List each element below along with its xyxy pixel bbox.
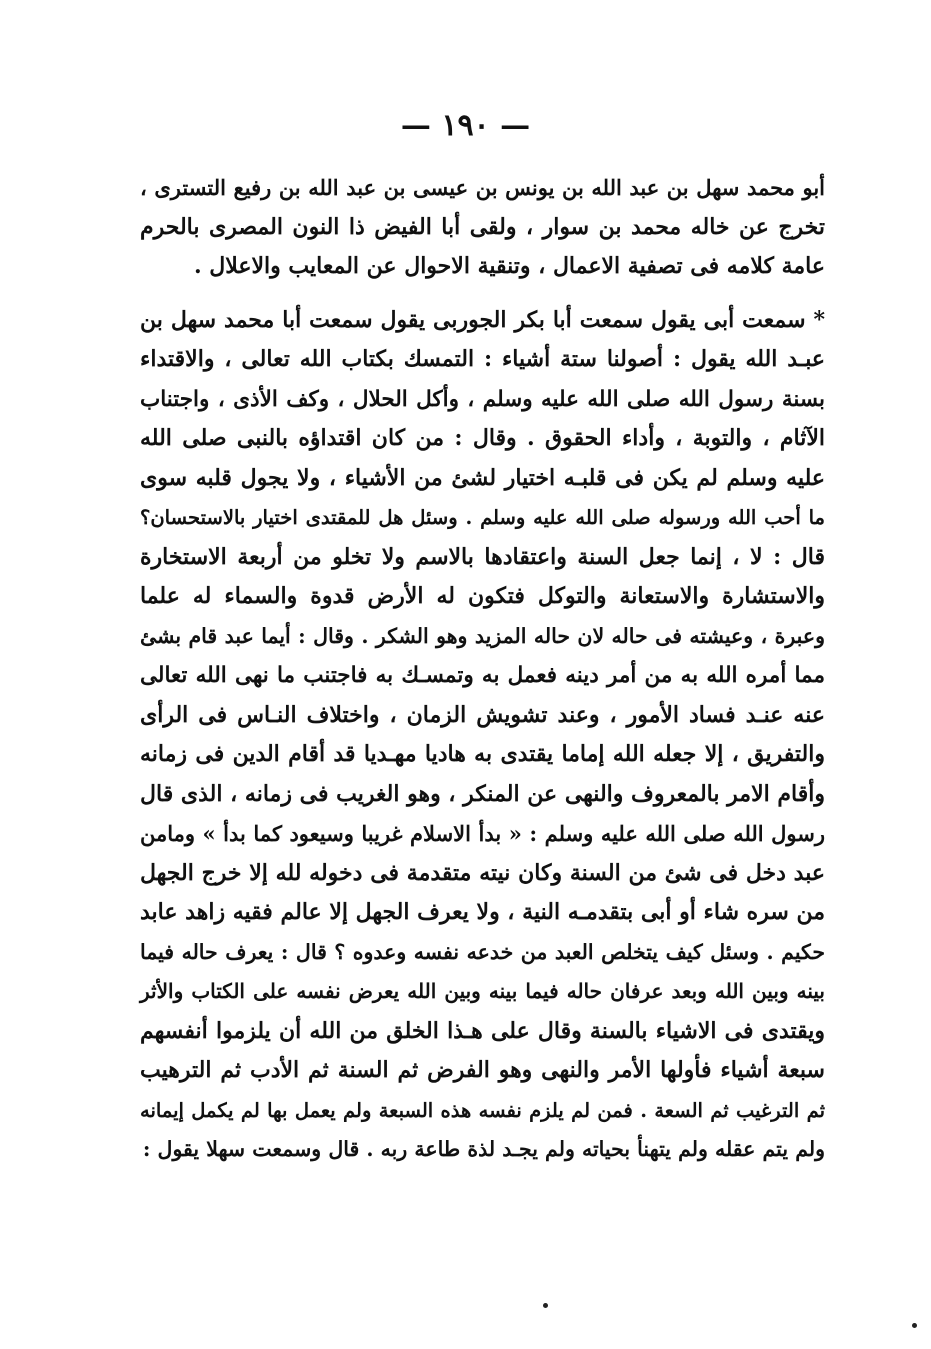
text-line: بسنة رسول الله صلى الله عليه وسلم ، وأكل الحلال ، وكف الأذى ، واجتناب xyxy=(140,386,825,412)
text-line: وعبرة ، وعيشته فى حاله لان حاله المزيد وهو الشكر . وقال : أيما عبد قام بشئ xyxy=(140,623,825,648)
text-line: الآثام ، والتوبة ، وأداء الحقوق . وقال : من كان اقتداؤه بالنبى صلى الله xyxy=(140,425,825,451)
text-line: والاستشارة والاستعانة والتوكل فتكون له الأرض قدوة والسماء له علما xyxy=(140,583,825,609)
text-line: تخرج عن خاله محمد بن سوار ، ولقى أبا الفيض ذا النون المصرى بالحرم xyxy=(140,213,825,240)
text-line: ولم يتم عقله ولم يتهنأ بحياته ولم يجـد لذة طاعة ربه . قال وسمعت سهلا يقول : xyxy=(142,1137,825,1161)
text-line: عنه عنـد فساد الأمور ، وعند تشويش الزمان ، واختلاف النـاس فى الرأى xyxy=(140,701,825,728)
text-line: * سمعت أبى يقول سمعت أبا بكر الجوربى يقول سمعت أبا محمد سهل بن xyxy=(140,306,825,333)
page-number: — ١٩٠ — xyxy=(400,108,531,143)
page-body-text xyxy=(140,168,825,1170)
text-line: ويقتدى فى الاشياء بالسنة وقال على هـذا الخلق من الله أن يلزموا أنفسهم xyxy=(140,1017,825,1044)
text-line: عبـد الله يقول : أصولنا ستة أشياء : التمسك بكتاب الله تعالى ، والاقتداء xyxy=(140,346,825,372)
print-speck xyxy=(543,1303,548,1308)
text-line: مما أمره الله به من أمر دينه فعمل به وتمسـك به فاجتنب ما نهى الله تعالى xyxy=(140,663,825,688)
print-speck xyxy=(912,1323,917,1328)
text-line: حكيم . وسئل كيف يتخلص العبد من خدعه نفسه وعدوه ؟ قال : يعرف حاله فيما xyxy=(140,939,825,964)
text-line: قال : لا ، إنما جعل السنة واعتقادها بالاسم ولا تخلو من أربعة الاستخارة xyxy=(140,543,825,570)
text-line: سبعة أشياء فأولها الأمر والنهى وهو الفرض ثم السنة ثم الأدب ثم الترهيب xyxy=(140,1057,825,1083)
text-line: ثم الترغيب ثم السعة . فمن لم يلزم نفسه هذه السبعة ولم يعمل بها لم يكمل إيمانه xyxy=(140,1098,825,1122)
text-line: عبد دخل فى شئ من السنة وكان نيته متقدمة فى دخوله لله إلا خرج الجهل xyxy=(140,859,825,886)
text-line: عامة كلامه فى تصفية الاعمال ، وتنقية الاحوال عن المعايب والاعلال . xyxy=(193,253,825,279)
text-line: والتفريق ، إلا جعله الله إماما يقتدى به هاديا مهـديا قد أقام الدين فى زمانه xyxy=(140,741,825,767)
text-line: من سره شاء أو أبى بتقدمـه النية ، ولا يعرف الجهل إلا عالم فقيه زاهد عابد xyxy=(140,899,825,925)
text-line: رسول الله صلى الله عليه وسلم : « بدأ الاسلام غريبا وسيعود كما بدأ » ومامن xyxy=(140,821,825,846)
text-line: عليه وسلم لم يكن فى قلبـه اختيار لشئ من الأشياء ، ولا يجول قلبه سوى xyxy=(140,464,825,491)
text-line: بينه وبين الله وبعد عرفان حاله فيما بينه وبين الله يعرض نفسه على الكتاب والأثر xyxy=(140,979,825,1003)
text-line: وأقام الامر بالمعروف والنهى عن المنكر ، وهو الغريب فى زمانه ، الذى قال xyxy=(140,780,825,807)
text-line: ما أحب الله ورسوله صلى الله عليه وسلم . وسئل هل للمقتدى اختيار بالاستحسان؟ xyxy=(140,506,825,529)
text-line: أبو محمد سهل بن عبد الله بن يونس بن عيسى بن عبد الله بن رفيع التسترى ، xyxy=(140,175,825,200)
